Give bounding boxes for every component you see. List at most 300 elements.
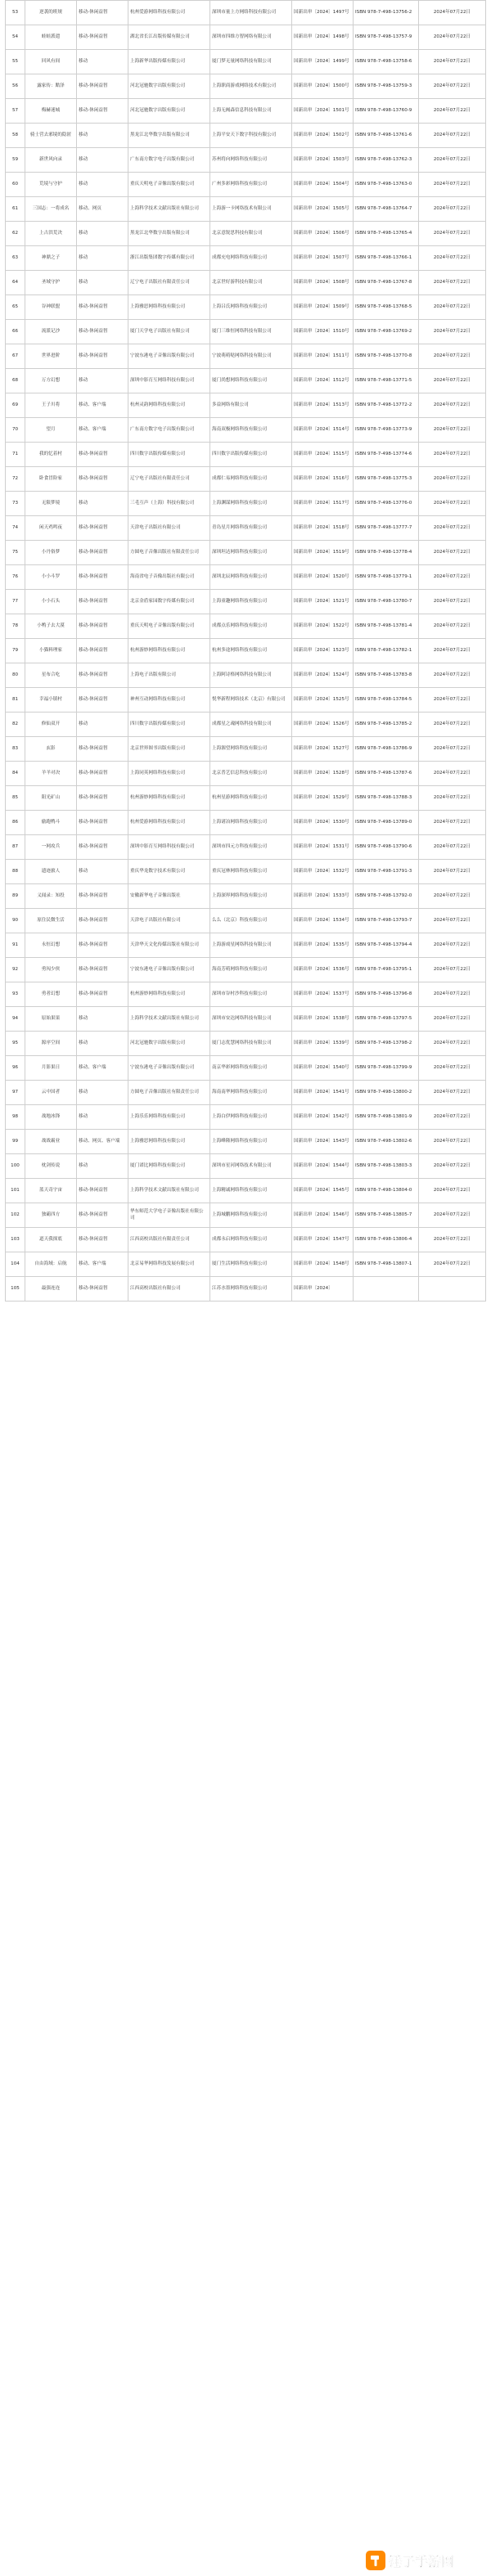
row-number-cell: 83 [6,737,25,762]
operator-cell: 厦门三维恒网络科技有限公司 [210,320,292,344]
game-type-cell: 移动-休闲益智 [77,344,128,369]
approval-number-cell: 国新出审〔2024〕1538号 [292,1007,354,1032]
operator-cell: 多益网络有限公司 [210,393,292,418]
publisher-cell: 北京易华网络科技发展有限公司 [128,1252,210,1277]
row-number-cell: 56 [6,74,25,99]
publisher-cell: 黑龙江北华数字出版有限公司 [128,222,210,246]
game-type-cell: 移动 [77,271,128,295]
approval-number-cell: 国新出审〔2024〕1523号 [292,639,354,663]
table-row [6,541,486,565]
approval-number-cell: 国新出审〔2024〕 [292,1277,354,1301]
operator-cell: 青岛星月网络科技有限公司 [210,516,292,541]
game-type-cell: 移动、客户端 [77,1056,128,1081]
approval-number-cell: 国新出审〔2024〕1542号 [292,1105,354,1130]
approval-date-cell: 2024年07月22日 [419,860,486,884]
row-number-cell: 82 [6,713,25,737]
approval-number-cell: 国新出审〔2024〕1504号 [292,173,354,197]
isbn-cell: ISBN 978-7-498-13800-2 [354,1081,419,1105]
publisher-cell: 安徽新华电子音像出版社 [128,884,210,909]
isbn-cell: ISBN 978-7-498-13763-0 [354,173,419,197]
approval-date-cell: 2024年07月22日 [419,982,486,1007]
table-row [6,884,486,909]
approval-number-cell: 国新出审〔2024〕1499号 [292,50,354,74]
isbn-cell: ISBN 978-7-498-13797-5 [354,1007,419,1032]
approval-number-cell: 国新出审〔2024〕1500号 [292,74,354,99]
isbn-cell: ISBN 978-7-498-13778-4 [354,541,419,565]
approval-number-cell: 国新出审〔2024〕1512号 [292,369,354,393]
row-number-cell: 99 [6,1130,25,1154]
isbn-cell: ISBN 978-7-498-13777-7 [354,516,419,541]
operator-cell: 深圳北辰网络科技有限公司 [210,565,292,590]
operator-cell: 杭州星游网络科技有限公司 [210,786,292,811]
approval-date-cell [419,1277,486,1301]
game-type-cell: 移动-休闲益智 [77,737,128,762]
operator-cell: 厦门生活网络科技有限公司 [210,1252,292,1277]
operator-cell: 杭州多途网络科技有限公司 [210,639,292,663]
approval-date-cell: 2024年07月22日 [419,1228,486,1252]
operator-cell: 上海峰隆网络科技有限公司 [210,1130,292,1154]
isbn-cell: ISBN 978-7-498-13758-6 [354,50,419,74]
game-type-cell: 移动-休闲益智 [77,516,128,541]
isbn-cell: ISBN 978-7-498-13770-8 [354,344,419,369]
game-name-cell: 望月 [25,418,77,443]
approval-number-cell: 国新出审〔2024〕1531号 [292,835,354,860]
game-type-cell: 移动-休闲益智 [77,811,128,835]
row-number-cell: 66 [6,320,25,344]
operator-cell: 上海渊谋网络科技有限公司 [210,492,292,516]
publisher-cell: 方圆电子音像出版社有限责任公司 [128,541,210,565]
isbn-cell: ISBN 978-7-498-13798-2 [354,1032,419,1056]
operator-cell: 南京华彩网络科技有限公司 [210,1056,292,1081]
table-row [6,1277,486,1301]
game-type-cell: 移动 [77,492,128,516]
site-watermark [366,2550,484,2571]
game-type-cell: 移动 [77,369,128,393]
operator-cell: 海南南华网络科技有限公司 [210,1081,292,1105]
row-number-cell: 84 [6,762,25,786]
isbn-cell: ISBN 978-7-498-13794-4 [354,933,419,958]
row-number-cell: 58 [6,124,25,148]
publisher-cell: 湖北省长江出版传媒有限公司 [128,25,210,50]
approval-number-cell: 国新出审〔2024〕1546号 [292,1203,354,1228]
operator-cell: 上海游一卡网络技术有限公司 [210,197,292,222]
row-number-cell: 53 [6,1,25,25]
publisher-cell: 辽宁电子出版社有限责任公司 [128,467,210,492]
game-type-cell: 移动 [77,860,128,884]
game-name-cell: 世界进阶 [25,344,77,369]
table-row [6,369,486,393]
row-number-cell: 76 [6,565,25,590]
approval-number-cell: 国新出审〔2024〕1506号 [292,222,354,246]
publisher-cell: 上海乐乐网络科技有限公司 [128,1105,210,1130]
row-number-cell: 67 [6,344,25,369]
table-row [6,1007,486,1032]
row-number-cell: 104 [6,1252,25,1277]
operator-cell: 厦门志优慧网络科技有限公司 [210,1032,292,1056]
game-type-cell: 移动 [77,246,128,271]
approval-number-cell: 国新出审〔2024〕1520号 [292,565,354,590]
approval-date-cell: 2024年07月22日 [419,492,486,516]
operator-cell: 海南双极网络科技有限公司 [210,418,292,443]
game-name-cell: 月影果日 [25,1056,77,1081]
approval-date-cell: 2024年07月22日 [419,835,486,860]
row-number-cell: 97 [6,1081,25,1105]
table-row [6,467,486,492]
publisher-cell: 广东南方数字电子出版有限公司 [128,418,210,443]
table-row [6,713,486,737]
isbn-cell: ISBN 978-7-498-13757-9 [354,25,419,50]
approval-date-cell: 2024年07月22日 [419,541,486,565]
isbn-cell: ISBN 978-7-498-13759-3 [354,74,419,99]
approval-number-cell: 国新出审〔2024〕1507号 [292,246,354,271]
game-type-cell: 移动-休闲益智 [77,295,128,320]
approval-date-cell: 2024年07月22日 [419,516,486,541]
approval-list-body [6,1,486,1301]
approval-number-cell: 国新出审〔2024〕1519号 [292,541,354,565]
publisher-cell: 上海雅思网络科技有限公司 [128,1130,210,1154]
approval-date-cell: 2024年07月22日 [419,614,486,639]
operator-cell: 北京意锐思科技有限公司 [210,222,292,246]
row-number-cell: 71 [6,443,25,467]
approval-date-cell: 2024年07月22日 [419,713,486,737]
row-number-cell: 57 [6,99,25,124]
publisher-cell: 上海新华出版传媒有限公司 [128,50,210,74]
row-number-cell: 91 [6,933,25,958]
approval-number-cell: 国新出审〔2024〕1532号 [292,860,354,884]
operator-cell: 厦门梦无量网络科技有限公司 [210,50,292,74]
isbn-cell: ISBN 978-7-498-13785-2 [354,713,419,737]
hammer-logo-icon [366,2551,385,2570]
isbn-cell [354,1277,419,1301]
approval-date-cell: 2024年07月22日 [419,1032,486,1056]
approval-number-cell: 国新出审〔2024〕1515号 [292,443,354,467]
operator-cell: 海南芳萌网络科技有限公司 [210,958,292,982]
game-name-cell: 源序空间 [25,1032,77,1056]
game-name-cell: 万方幻想 [25,369,77,393]
approval-date-cell: 2024年07月22日 [419,74,486,99]
table-row [6,982,486,1007]
game-type-cell: 移动 [77,1081,128,1105]
publisher-cell: 四川数字出版传媒有限公司 [128,443,210,467]
approval-date-cell: 2024年07月22日 [419,762,486,786]
game-name-cell: 谷神联盟 [25,295,77,320]
approval-date-cell: 2024年07月22日 [419,737,486,762]
isbn-cell: ISBN 978-7-498-13762-3 [354,148,419,173]
game-type-cell: 移动-休闲益智 [77,762,128,786]
publisher-cell: 上海科学技术文献出版社有限公司 [128,1179,210,1203]
isbn-cell: ISBN 978-7-498-13771-5 [354,369,419,393]
publisher-cell: 天津电子出版社有限公司 [128,516,210,541]
publisher-cell: 杭州游妙网络科技有限公司 [128,982,210,1007]
isbn-cell: ISBN 978-7-498-13776-0 [354,492,419,516]
table-row [6,1179,486,1203]
row-number-cell: 55 [6,50,25,74]
game-type-cell: 移动-休闲益智 [77,1228,128,1252]
game-name-cell: 神鼎之子 [25,246,77,271]
game-name-cell: 上古洪荒决 [25,222,77,246]
row-number-cell: 85 [6,786,25,811]
operator-cell: 成都星之魂网络科技有限公司 [210,713,292,737]
operator-cell: 深圳市四元方科技有限公司 [210,835,292,860]
table-row [6,1228,486,1252]
game-type-cell: 移动、客户端 [77,393,128,418]
approval-date-cell: 2024年07月22日 [419,418,486,443]
publisher-cell: 重庆天明电子音像出版有限公司 [128,614,210,639]
game-name-cell: 阳光矿山 [25,786,77,811]
game-name-cell: 逆袭的班规 [25,1,77,25]
operator-cell: 重庆冠林网络科技有限公司 [210,860,292,884]
approval-number-cell: 国新出审〔2024〕1509号 [292,295,354,320]
isbn-cell: ISBN 978-7-498-13772-2 [354,393,419,418]
publisher-cell: 杭州爱游网络科技有限公司 [128,1,210,25]
publisher-cell: 上海电子出版有限公司 [128,663,210,688]
game-type-cell: 移动-休闲益智 [77,74,128,99]
row-number-cell: 74 [6,516,25,541]
isbn-cell: ISBN 978-7-498-13792-0 [354,884,419,909]
approval-date-cell: 2024年07月22日 [419,271,486,295]
approval-date-cell: 2024年07月22日 [419,1179,486,1203]
publisher-cell: 江西高校出版社有限责任公司 [128,1228,210,1252]
approval-number-cell: 国新出审〔2024〕1503号 [292,148,354,173]
operator-cell: 上海平安天下数字科技有限公司 [210,124,292,148]
publisher-cell: 杭州游妙网络科技有限公司 [128,786,210,811]
approval-date-cell: 2024年07月22日 [419,639,486,663]
publisher-cell: 杭州灵韵网络科技有限公司 [128,393,210,418]
approval-number-cell: 国新出审〔2024〕1502号 [292,124,354,148]
operator-cell: 么么（北京）科技有限公司 [210,909,292,933]
approval-number-cell: 国新出审〔2024〕1528号 [292,762,354,786]
approval-date-cell: 2024年07月22日 [419,590,486,614]
publisher-cell: 重庆天明电子音像出版有限公司 [128,173,210,197]
row-number-cell: 65 [6,295,25,320]
publisher-cell: 天津电子出版社有限公司 [128,909,210,933]
approval-number-cell: 国新出审〔2024〕1511号 [292,344,354,369]
publisher-cell: 四川数字出版传媒有限公司 [128,713,210,737]
row-number-cell: 102 [6,1203,25,1228]
operator-cell: 苏州将向网络科技有限公司 [210,148,292,173]
game-name-cell: 星布合吃 [25,663,77,688]
game-name-cell: 勇者幻想 [25,982,77,1007]
game-type-cell: 移动、网页、客户端 [77,1130,128,1154]
approval-date-cell: 2024年07月22日 [419,197,486,222]
table-row [6,516,486,541]
isbn-cell: ISBN 978-7-498-13767-8 [354,271,419,295]
row-number-cell: 70 [6,418,25,443]
row-number-cell: 100 [6,1154,25,1179]
isbn-cell: ISBN 978-7-498-13780-7 [354,590,419,614]
isbn-cell: ISBN 978-7-498-13779-1 [354,565,419,590]
isbn-cell: ISBN 978-7-498-13756-2 [354,1,419,25]
publisher-cell: 上海同英网络科技有限公司 [128,762,210,786]
table-row [6,835,486,860]
approval-date-cell: 2024年07月22日 [419,933,486,958]
operator-cell: 广州多彩网络科技有限公司 [210,173,292,197]
isbn-cell: ISBN 978-7-498-13775-3 [354,467,419,492]
game-type-cell: 移动-休闲益智 [77,590,128,614]
approval-number-cell: 国新出审〔2024〕1501号 [292,99,354,124]
operator-cell: 成都仁易网络科技有限公司 [210,467,292,492]
row-number-cell: 105 [6,1277,25,1301]
game-type-cell: 移动-休闲益智 [77,320,128,344]
table-row [6,688,486,713]
operator-cell: 宁波萌萌哒网络科技有限公司 [210,344,292,369]
approval-date-cell: 2024年07月22日 [419,958,486,982]
operator-cell: 上海城鹏网络科技有限公司 [210,1203,292,1228]
operator-cell: 上海职商游戏网络技术有限公司 [210,74,292,99]
publisher-cell: 辽宁电子出版社有限责任公司 [128,271,210,295]
approval-date-cell: 2024年07月22日 [419,688,486,713]
approval-date-cell: 2024年07月22日 [419,443,486,467]
table-row [6,393,486,418]
game-type-cell: 移动 [77,222,128,246]
table-row [6,344,486,369]
approval-number-cell: 国新出审〔2024〕1514号 [292,418,354,443]
isbn-cell: ISBN 978-7-498-13769-2 [354,320,419,344]
game-type-cell: 移动-休闲益智 [77,1,128,25]
approval-date-cell: 2024年07月22日 [419,393,486,418]
game-name-cell: 一网攻兵 [25,835,77,860]
isbn-cell: ISBN 978-7-498-13793-7 [354,909,419,933]
row-number-cell: 93 [6,982,25,1007]
publisher-cell: 三毛互声（上海）科技有限公司 [128,492,210,516]
game-name-cell: 枕剑传说 [25,1154,77,1179]
approval-date-cell: 2024年07月22日 [419,173,486,197]
approval-date-cell: 2024年07月22日 [419,467,486,492]
operator-cell: 深圳坦达网络科技有限公司 [210,541,292,565]
table-row [6,74,486,99]
publisher-cell: 上海科学技术文献出版社有限公司 [128,197,210,222]
operator-cell: 上海诸冶网络科技有限公司 [210,811,292,835]
approval-date-cell: 2024年07月22日 [419,1081,486,1105]
approval-date-cell: 2024年07月22日 [419,1105,486,1130]
approval-number-cell: 国新出审〔2024〕1510号 [292,320,354,344]
approval-number-cell: 国新出审〔2024〕1548号 [292,1252,354,1277]
table-row [6,50,486,74]
row-number-cell: 62 [6,222,25,246]
operator-cell: 上海阿诗格网络科技有限公司 [210,663,292,688]
game-name-cell: 修仙双开 [25,713,77,737]
game-name-cell: 蓝天奇宇宙 [25,1179,77,1203]
operator-cell: 深圳市星河网络技术有限公司 [210,1154,292,1179]
isbn-cell: ISBN 978-7-498-13790-6 [354,835,419,860]
game-name-cell: 幸福小镇村 [25,688,77,713]
publisher-cell: 华东师范大学电子音像出版社有限公司 [128,1203,210,1228]
publisher-cell: 天津华天文化传媒出版社有限公司 [128,933,210,958]
table-row [6,1105,486,1130]
game-type-cell: 移动-休闲益智 [77,688,128,713]
operator-cell: 上海无阀森信息科技有限公司 [210,99,292,124]
isbn-cell: ISBN 978-7-498-13760-9 [354,99,419,124]
game-name-cell: 玄影 [25,737,77,762]
publisher-cell: 浙江出版集团数字传媒有限公司 [128,246,210,271]
approval-date-cell: 2024年07月22日 [419,1130,486,1154]
isbn-cell: ISBN 978-7-498-13789-0 [354,811,419,835]
isbn-cell: ISBN 978-7-498-13781-4 [354,614,419,639]
publisher-cell: 深圳中影育互网络科技有限公司 [128,369,210,393]
approval-date-cell: 2024年07月22日 [419,1252,486,1277]
approval-date-cell: 2024年07月22日 [419,1154,486,1179]
game-name-cell: 三国志：一将成名 [25,197,77,222]
table-row [6,197,486,222]
game-type-cell: 移动、网页 [77,197,128,222]
row-number-cell: 87 [6,835,25,860]
operator-cell: 上海精诚网络科技有限公司 [210,1179,292,1203]
publisher-cell: 杭州爱游网络科技有限公司 [128,811,210,835]
approval-date-cell: 2024年07月22日 [419,25,486,50]
approval-number-cell: 国新出审〔2024〕1536号 [292,958,354,982]
row-number-cell: 98 [6,1105,25,1130]
table-row [6,124,486,148]
game-name-cell: 我的忆着村 [25,443,77,467]
game-name-cell: 卧食冒险家 [25,467,77,492]
game-type-cell: 移动-休闲益智 [77,1203,128,1228]
isbn-cell: ISBN 978-7-498-13786-9 [354,737,419,762]
operator-cell: 上海深界网络科技有限公司 [210,884,292,909]
game-name-cell: 原始果果 [25,1007,77,1032]
approval-number-cell: 国新出审〔2024〕1541号 [292,1081,354,1105]
watermark-text: 锤子手游网 [389,2553,455,2569]
game-type-cell: 移动-休闲益智 [77,467,128,492]
approval-date-cell: 2024年07月22日 [419,99,486,124]
table-row [6,590,486,614]
operator-cell: 成都点乐网络科技有限公司 [210,614,292,639]
publisher-cell: 北京金盾家园数字传媒有限公司 [128,590,210,614]
approval-date-cell: 2024年07月22日 [419,50,486,74]
publisher-cell: 北京世界图书出版有限公司 [128,737,210,762]
operator-cell: 厦门尚想网络科技有限公司 [210,369,292,393]
game-type-cell: 移动 [77,713,128,737]
approval-number-cell: 国新出审〔2024〕1508号 [292,271,354,295]
table-row [6,1,486,25]
publisher-cell: 宁波东港电子音像出版有限公司 [128,1056,210,1081]
game-name-cell: 小小石头 [25,590,77,614]
isbn-cell: ISBN 978-7-498-13788-3 [354,786,419,811]
table-row [6,1081,486,1105]
approval-number-cell: 国新出审〔2024〕1524号 [292,663,354,688]
operator-cell: 成都永启网络科技有限公司 [210,1228,292,1252]
game-name-cell: 王子川将 [25,393,77,418]
table-row [6,99,486,124]
table-row [6,958,486,982]
row-number-cell: 79 [6,639,25,663]
isbn-cell: ISBN 978-7-498-13807-1 [354,1252,419,1277]
table-row [6,565,486,590]
operator-cell: 深圳市谷村沙科技有限公司 [210,982,292,1007]
approval-number-cell: 国新出审〔2024〕1497号 [292,1,354,25]
game-name-cell: 新世风向录 [25,148,77,173]
game-name-cell: 云中国者 [25,1081,77,1105]
game-name-cell: 战地冰锋 [25,1105,77,1130]
isbn-cell: ISBN 978-7-498-13791-3 [354,860,419,884]
approval-number-cell: 国新出审〔2024〕1513号 [292,393,354,418]
row-number-cell: 77 [6,590,25,614]
row-number-cell: 68 [6,369,25,393]
row-number-cell: 54 [6,25,25,50]
table-row [6,860,486,884]
approval-number-cell: 国新出审〔2024〕1540号 [292,1056,354,1081]
game-name-cell: 小丹俗梦 [25,541,77,565]
approval-number-cell: 国新出审〔2024〕1530号 [292,811,354,835]
approval-number-cell: 国新出审〔2024〕1545号 [292,1179,354,1203]
approval-date-cell: 2024年07月22日 [419,909,486,933]
table-row [6,663,486,688]
row-number-cell: 75 [6,541,25,565]
table-row [6,737,486,762]
publisher-cell: 杭州游妙网络科技有限公司 [128,639,210,663]
isbn-cell: ISBN 978-7-498-13766-1 [354,246,419,271]
table-row [6,762,486,786]
isbn-cell: ISBN 978-7-498-13802-6 [354,1130,419,1154]
